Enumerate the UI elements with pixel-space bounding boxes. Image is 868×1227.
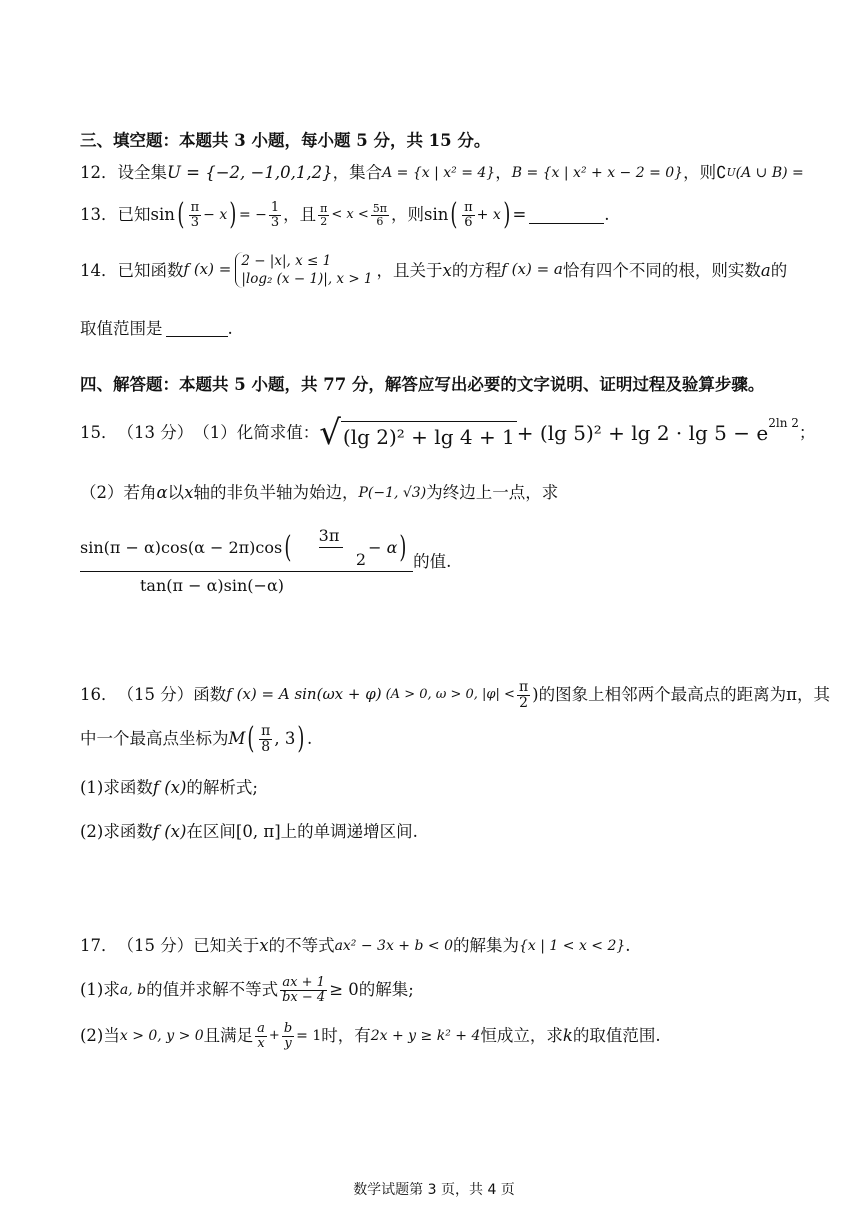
q15-trig-fraction: sin(π − α)cos(α − 2π)cos ( $\frac{3\pi}{2}$ − α ) tan(π − α)sin(−α) bbox=[80, 528, 413, 596]
section-3-heading bbox=[80, 130, 798, 151]
q13-text1: 已知 bbox=[117, 205, 151, 225]
q13-frac-13: $\frac{1}{3}$ bbox=[270, 199, 280, 230]
question-17-part1: (1)求 a, b 的值并求解不等式 $\frac{ax + 1}{bx - 4}$ ≥ 0 的解集; bbox=[80, 975, 414, 1005]
q12-text2: ，集合 bbox=[332, 163, 383, 182]
q14-number: 14． bbox=[80, 260, 118, 280]
question-17-part2: (2)当 x > 0, y > 0 且满足 $\frac{a}{x}$ + $\frac{b}{y}$ = 1 时，有 2x + y ≥ k² + 4 恒成立，求 k 的取值范围. bbox=[80, 1021, 661, 1051]
question-17: 17． （15 分） 已知关于 x 的不等式 ax² − 3x + b < 0 的解集为 {x | 1 < x < 2} . bbox=[80, 936, 631, 955]
page-footer-text: 数学试题第 3 页，共 4 页 bbox=[353, 1182, 515, 1198]
q12-text3: ，则 bbox=[683, 163, 717, 182]
question-15: 15． （13 分） （1）化简求值： √ (lg 2)² + lg 4 + 1 + (lg 5)² + lg 2 · lg 5 − e $^{2ln 2}$ ； bbox=[80, 413, 816, 453]
section-3-heading-text: 三、填空题：本题共 3 小题，每小题 5 分，共 15 分。 bbox=[80, 131, 491, 150]
question-16-part1: (1)求函数 f (x) 的解析式; bbox=[80, 778, 258, 797]
q13-sin: sin bbox=[150, 205, 175, 225]
question-14: 14． 已知函数 f (x) = 2 − |x|, x ≤ 1 |log₂ (x − 1)|, x > 1 ，且关于 x 的方程 f (x) = a 恰有四个不同的根，则实数 a 的 bbox=[80, 253, 788, 288]
question-13: 13． 已知 sin ( $\frac{\pi}{3}$ − x ) = − $\frac{1}{3}$ ，且 $\frac{\pi}{2}$ < x < $\frac{5\pi}{6}$ ，则 sin ( $\frac{\pi}{6}$ + x ) = . bbox=[80, 197, 610, 232]
question-12 bbox=[80, 162, 804, 183]
question-15-fraction: sin(π − α)cos(α − 2π)cos ( $\frac{3\pi}{2}$ − α ) tan(π − α)sin(−α) 的值. bbox=[80, 526, 452, 595]
q13-number: 13． bbox=[80, 205, 118, 225]
q12-set-b: B = {x | x² + x − 2 = 0} bbox=[511, 164, 684, 181]
question-15-part2: （2）若角 α 以 x 轴的非负半轴为始边， P(−1, √3) 为终边上一点，求 bbox=[80, 483, 559, 502]
question-16-part2: (2)求函数 f (x) 在区间 [0, π] 上的单调递增区间. bbox=[80, 822, 418, 841]
q14-answer-blank[interactable] bbox=[166, 320, 228, 337]
q12-set-u: U = {−2, −1,0,1,2} bbox=[167, 163, 333, 182]
q12-expr: (A ∪ B) = bbox=[735, 164, 804, 181]
q12-complement: ∁ bbox=[716, 163, 727, 182]
section-4-heading: 四、解答题：本题共 5 小题，共 77 分，解答应写出必要的文字说明、证明过程及验算步骤。 bbox=[80, 375, 765, 394]
q14-piecewise: 2 − |x|, x ≤ 1 |log₂ (x − 1)|, x > 1 bbox=[235, 252, 372, 288]
q12-sub-u: U bbox=[726, 165, 736, 179]
q15-sqrt: √ (lg 2)² + lg 4 + 1 bbox=[319, 413, 515, 453]
q12-comma: ， bbox=[495, 163, 512, 182]
page-footer bbox=[0, 1179, 868, 1199]
q12-set-a: A = {x | x² = 4} bbox=[382, 164, 496, 181]
q13-answer-blank[interactable] bbox=[529, 207, 604, 224]
question-14-line2: 取值范围是 . bbox=[80, 319, 233, 338]
q12-text1: 设全集 bbox=[117, 163, 167, 182]
q13-frac-pi3: $\frac{\pi}{3}$ bbox=[190, 199, 200, 230]
q12-number: 12． bbox=[80, 163, 118, 182]
question-16-line2: 中一个最高点坐标为 M ( $\frac{\pi}{8}$ , 3 ) . bbox=[80, 721, 313, 757]
question-16: 16． （15 分） 函数 f (x) = A sin(ωx + φ) (A > 0, ω > 0, |φ| < $\frac{\pi}{2}$ ) 的图象上相邻两个最高点的距离为π，其 bbox=[80, 679, 830, 711]
